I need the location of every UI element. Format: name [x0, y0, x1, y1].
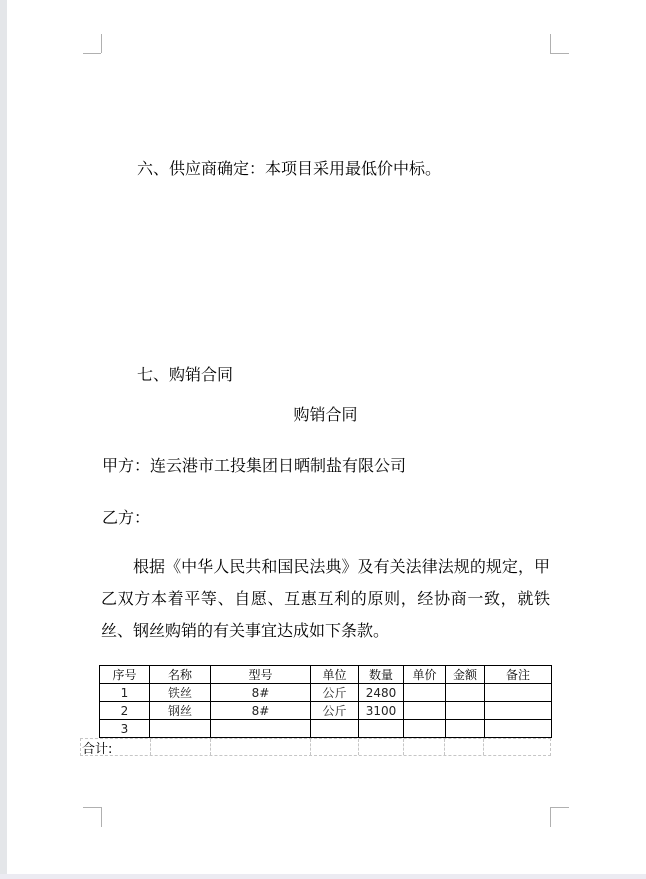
cell-quantity: 3100 — [359, 702, 404, 720]
cell-price — [404, 702, 446, 720]
margin-mark-top-right-horizontal — [550, 53, 569, 54]
cell-remarks — [485, 720, 552, 738]
total-cell-unit — [310, 739, 358, 755]
cell-model: 8# — [211, 702, 311, 720]
goods-table-header-row — [100, 666, 552, 684]
column-header-amount: 金额 — [446, 666, 485, 684]
table-row — [100, 702, 552, 720]
margin-mark-bottom-right-vertical — [550, 807, 551, 827]
cell-index: 3 — [100, 720, 150, 738]
cell-quantity — [359, 720, 404, 738]
cell-remarks — [485, 702, 552, 720]
cell-name — [150, 720, 211, 738]
cell-name: 铁丝 — [150, 684, 211, 702]
cell-name: 钢丝 — [150, 702, 211, 720]
page-edge-left — [0, 0, 7, 879]
cell-quantity: 2480 — [359, 684, 404, 702]
margin-mark-top-left-horizontal — [83, 53, 101, 54]
party-b-line: 乙方： — [102, 508, 151, 527]
party-a-line: 甲方：连云港市工投集团日晒制盐有限公司 — [102, 456, 407, 475]
goods-table — [99, 665, 552, 738]
table-row — [100, 720, 552, 738]
margin-mark-bottom-right-horizontal — [550, 807, 569, 808]
total-cell-quantity — [358, 739, 403, 755]
contract-preamble: 根据《中华人民共和国民法典》及有关法律法规的规定，甲乙双方本着平等、自愿、互惠互利的原则，经协商一致，就铁丝、钢丝购销的有关事宜达成如下条款。 — [101, 557, 550, 640]
cell-model: 8# — [211, 684, 311, 702]
cell-unit — [311, 720, 359, 738]
cell-index: 1 — [100, 684, 150, 702]
column-header-unit: 单位 — [311, 666, 359, 684]
section-6-heading: 六、供应商确定：本项目采用最低价中标。 — [137, 159, 442, 178]
cell-unit: 公斤 — [311, 702, 359, 720]
column-header-price: 单价 — [404, 666, 446, 684]
cell-amount — [446, 702, 485, 720]
contract-title: 购销合同 — [293, 405, 358, 424]
total-cell-model — [210, 739, 310, 755]
table-row — [100, 684, 552, 702]
cell-model — [211, 720, 311, 738]
column-header-index: 序号 — [100, 666, 150, 684]
table-total-row — [80, 738, 551, 756]
total-cell-remarks — [483, 739, 550, 755]
column-header-remarks: 备注 — [485, 666, 552, 684]
cell-price — [404, 684, 446, 702]
page-edge-bottom — [0, 874, 646, 879]
cell-amount — [446, 684, 485, 702]
total-cell-amount — [444, 739, 483, 755]
section-7-heading: 七、购销合同 — [137, 365, 234, 384]
margin-mark-top-right-vertical — [550, 34, 551, 53]
margin-mark-bottom-left-horizontal — [83, 807, 101, 808]
margin-mark-top-left-vertical — [101, 34, 102, 53]
column-header-model: 型号 — [211, 666, 311, 684]
total-label-cell: 合计: — [82, 741, 113, 757]
total-cell-price — [403, 739, 445, 755]
cell-index: 2 — [100, 702, 150, 720]
margin-mark-bottom-left-vertical — [101, 807, 102, 827]
column-header-name: 名称 — [150, 666, 211, 684]
cell-amount — [446, 720, 485, 738]
column-header-quantity: 数量 — [359, 666, 404, 684]
cell-price — [404, 720, 446, 738]
total-cell-name — [150, 739, 211, 755]
cell-remarks — [485, 684, 552, 702]
cell-unit: 公斤 — [311, 684, 359, 702]
